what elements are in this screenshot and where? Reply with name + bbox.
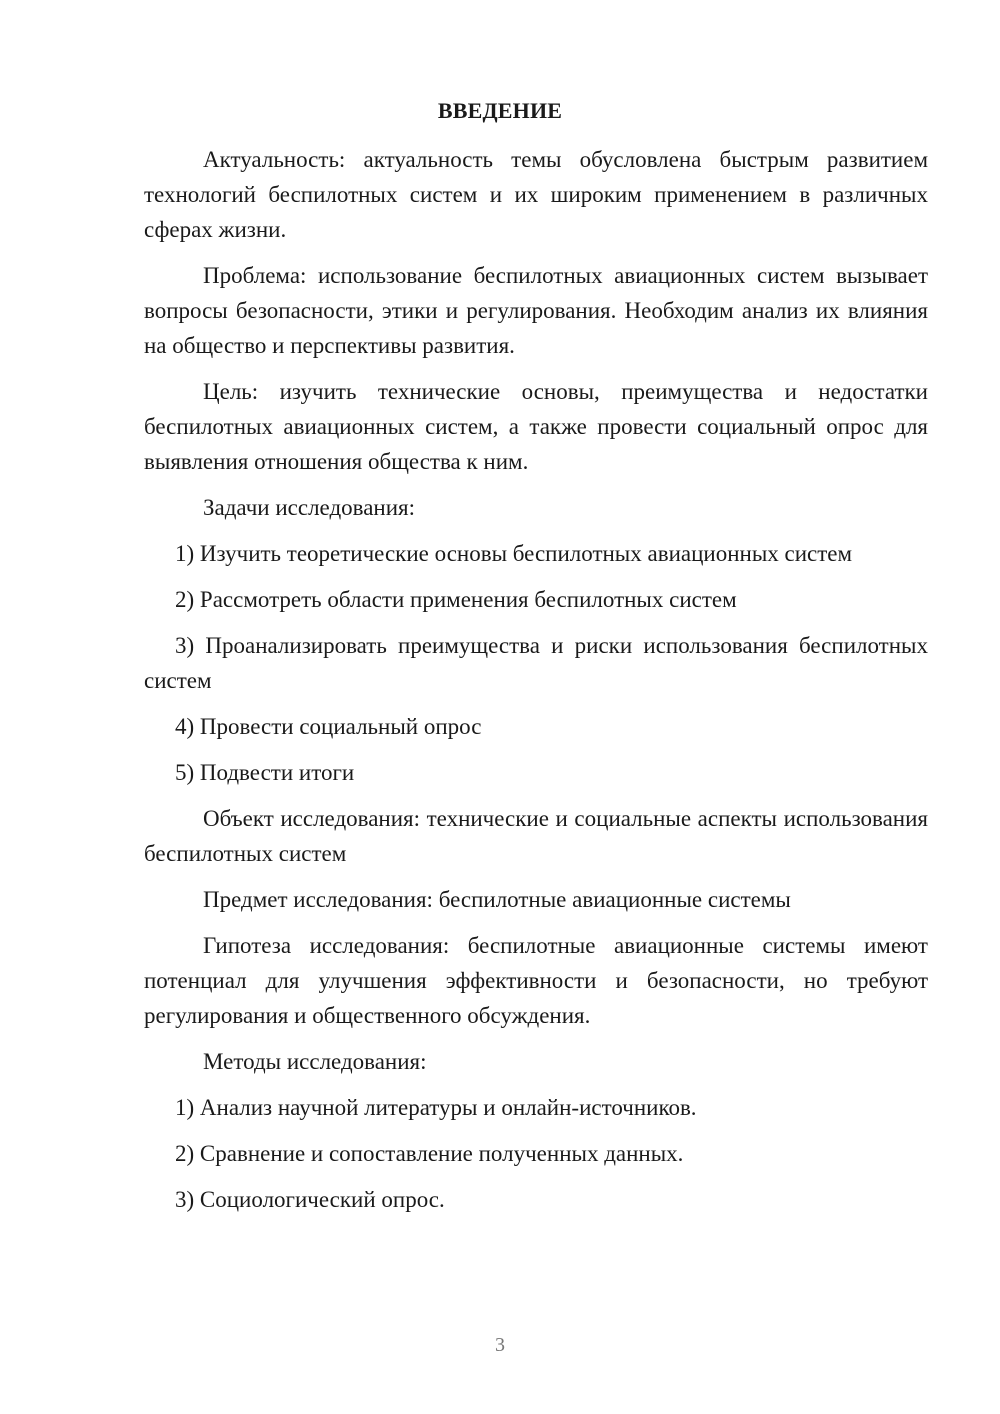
- document-body: [144, 142, 928, 1228]
- method-item: 2) Сравнение и сопоставление полученных данных.: [175, 1141, 684, 1166]
- goal-paragraph: Цель: изучить технические основы, преимущества и недостатки беспилотных авиационных систем, а также провести социальный опрос для выявления отношения общества к ним.: [144, 379, 928, 474]
- object-paragraph: Объект исследования: технические и социальные аспекты использования беспилотных систем: [144, 806, 928, 866]
- problem-paragraph: Проблема: использование беспилотных авиационных систем вызывает вопросы безопасности, этики и регулирования. Необходим анализ их влияния на общество и перспективы развития.: [144, 263, 928, 358]
- relevance-paragraph: Актуальность: актуальность темы обусловлена быстрым развитием технологий беспилотных систем и их широким применением в различных сферах жизни.: [144, 147, 928, 242]
- subject-paragraph: Предмет исследования: беспилотные авиационные системы: [203, 887, 791, 912]
- task-item: 3) Проанализировать преимущества и риски использования беспилотных систем: [144, 633, 928, 693]
- task-item: 4) Провести социальный опрос: [175, 714, 482, 739]
- task-item: 2) Рассмотреть области применения беспилотных систем: [175, 587, 737, 612]
- page-title: ВВЕДЕНИЕ: [437, 98, 563, 123]
- methods-heading: Методы исследования:: [203, 1049, 427, 1074]
- task-item: 5) Подвести итоги: [175, 760, 355, 785]
- page-number: 3: [495, 1334, 505, 1356]
- method-item: 3) Социологический опрос.: [175, 1187, 445, 1212]
- method-item: 1) Анализ научной литературы и онлайн-источников.: [175, 1095, 697, 1120]
- task-item: 1) Изучить теоретические основы беспилотных авиационных систем: [175, 541, 853, 566]
- hypothesis-paragraph: Гипотеза исследования: беспилотные авиационные системы имеют потенциал для улучшения эффективности и безопасности, но требуют регулирования и общественного обсуждения.: [144, 933, 928, 1028]
- tasks-heading: Задачи исследования:: [203, 495, 416, 520]
